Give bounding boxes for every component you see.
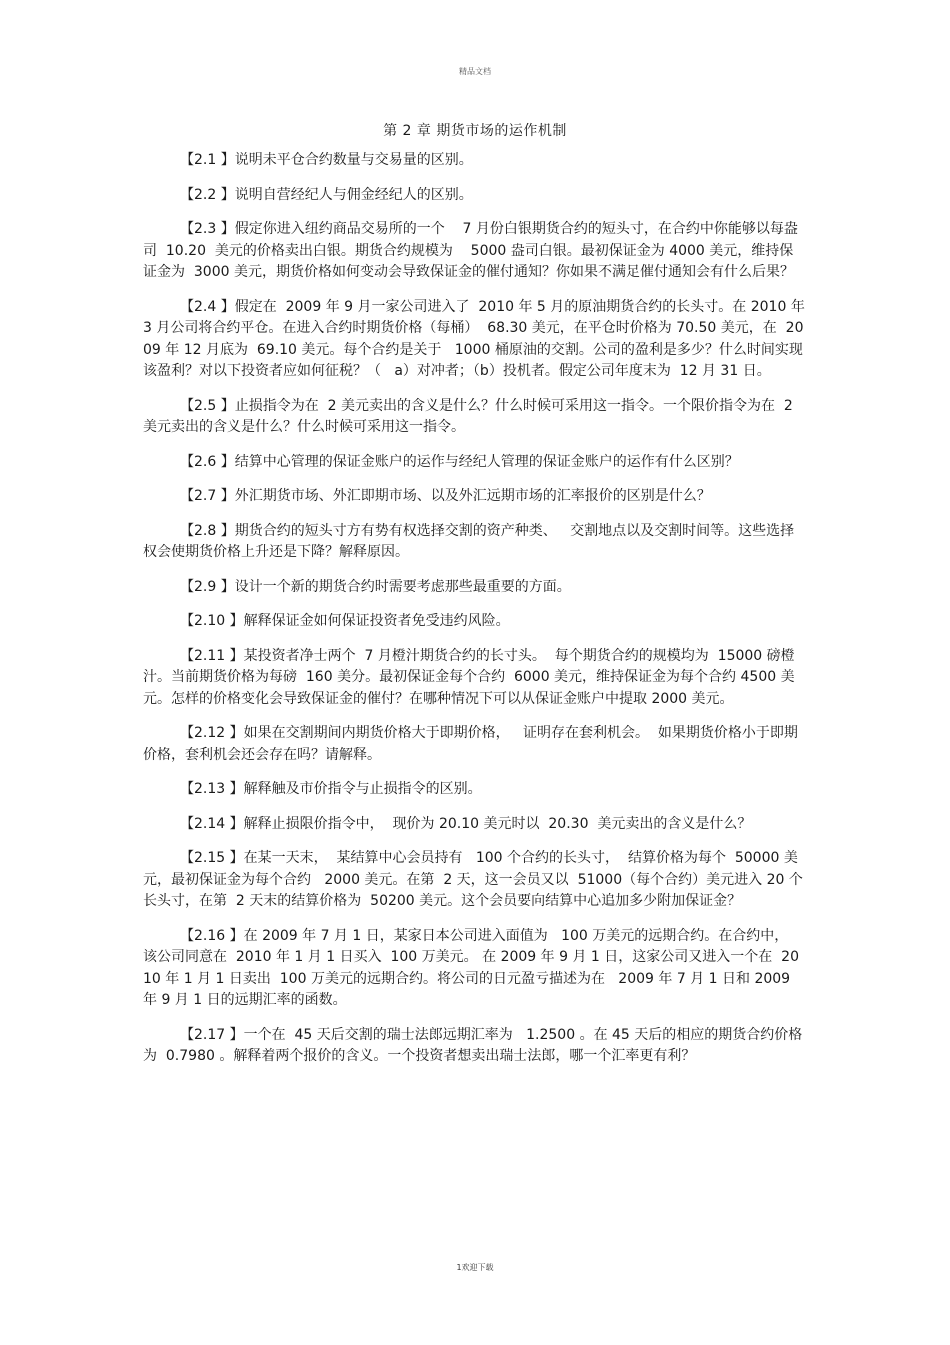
question-2-1: 【2.1 】说明未平仓合约数量与交易量的区别。: [180, 152, 473, 168]
question-2-5: 【2.5 】止损指令为在 2 美元卖出的含义是什么？什么时候可采用这一指令。一个限价指令为在 2 美元卖出的含义是什么？什么时候可采用这一指令。: [143, 397, 798, 435]
question-2-7: 【2.7 】外汇期货市场、外汇即期市场、以及外汇远期市场的汇率报价的区别是什么？: [180, 488, 711, 504]
question-2-16: 【2.16 】在 2009 年 7 月 1 日，某家日本公司进入面值为 100 万美元的远期合约。在合约中， 该公司同意在 2010 年 1 月 1 日买入 100 万美元。 在 2009 年 9 月 1 日，这家公司又进入一个在 2010 年 1 月 1 日卖出 100 万美元的远期合约。将公司的日元盈亏描述为在 2009 年 7 月 1 日和 2009 年 9 月 1 日的远期汇率的函数。: [143, 927, 799, 1008]
question-2-9: 【2.9 】设计一个新的期货合约时需要考虑那些最重要的方面。: [180, 578, 571, 595]
question-2-15: 【2.15 】在某一天末， 某结算中心会员持有 100 个合约的长头寸， 结算价格为每个 50000 美元，最初保证金为每个合约 2000 美元。在第 2 天，这一会员又以 51000（每个合约）美元进入 20 个长头寸，在第 2 天末的结算价格为 50200 美元。这个会员要向结算中心追加多少附加保证金？: [143, 850, 803, 909]
question-2-4: 【2.4 】假定在 2009 年 9 月一家公司进入了 2010 年 5 月的原油期货合约的长头寸。在 2010 年 3 月公司将合约平仓。在进入合约时期货价格（每桶） 68.30 美元，在平仓时价格为 70.50 美元，在 2009 年 12 月底为 69.10 美元。每个合约是关于 1000 桶原油的交割。公司的盈利是多少？什么时间实现该盈利？对以下投资者应如何征税？（ a）对冲者；（b）投机者。假定公司年度末为 12 月 31 日。: [143, 298, 810, 379]
page-footer: 1欢迎下载: [456, 1263, 494, 1272]
question-2-6: 【2.6 】结算中心管理的保证金账户的运作与经纪人管理的保证金账户的运作有什么区别？: [180, 453, 739, 470]
chapter-title: 第 2 章 期货市场的运作机制: [383, 123, 567, 139]
question-2-10: 【2.10 】解释保证金如何保证投资者免受违约风险。: [180, 613, 510, 629]
question-2-8: 【2.8 】期货合约的短头寸方有势有权选择交割的资产种类、 交割地点以及交割时间等。这些选择权会使期货价格上升还是下降？解释原因。: [143, 522, 795, 560]
question-2-12: 【2.12 】如果在交割期间内期货价格大于即期价格， 证明存在套利机会。 如果期货价格小于即期价格，套利机会还会存在吗？请解释。: [143, 725, 798, 763]
question-2-3: 【2.3 】假定你进入纽约商品交易所的一个 7 月份白银期货合约的短头寸，在合约中你能够以每盎司 10.20 美元的价格卖出白银。期货合约规模为 5000 盎司白银。最初保证金为 4000 美元，维持保证金为 3000 美元，期货价格如何变动会导致保证金的催付通知？你如果不满足催付通知会有什么后果？: [143, 221, 798, 280]
question-2-13: 【2.13 】解释触及市价指令与止损指令的区别。: [180, 781, 482, 797]
page-header: 精品文档: [459, 67, 491, 76]
question-list: [143, 150, 810, 1081]
question-2-14: 【2.14 】解释止损限价指令中， 现价为 20.10 美元时以 20.30 美元卖出的含义是什么？: [180, 815, 752, 832]
question-2-2: 【2.2 】说明自营经纪人与佣金经纪人的区别。: [180, 186, 473, 203]
question-2-11: 【2.11 】某投资者净士两个 7 月橙汁期货合约的长寸头。 每个期货合约的规模均为 15000 磅橙汁。当前期货价格为每磅 160 美分。最初保证金每个合约 6000 美元，维持保证金为每个合约 4500 美元。怎样的价格变化会导致保证金的催付？在哪种情况下可以从保证金账户中提取 2000 美元。: [143, 647, 795, 707]
question-2-17: 【2.17 】一个在 45 天后交割的瑞士法郎远期汇率为 1.2500 。在 45 天后的相应的期货合约价格为 0.7980 。解释着两个报价的含义。一个投资者想卖出瑞士法郎，哪一个汇率更有利？: [143, 1026, 803, 1064]
